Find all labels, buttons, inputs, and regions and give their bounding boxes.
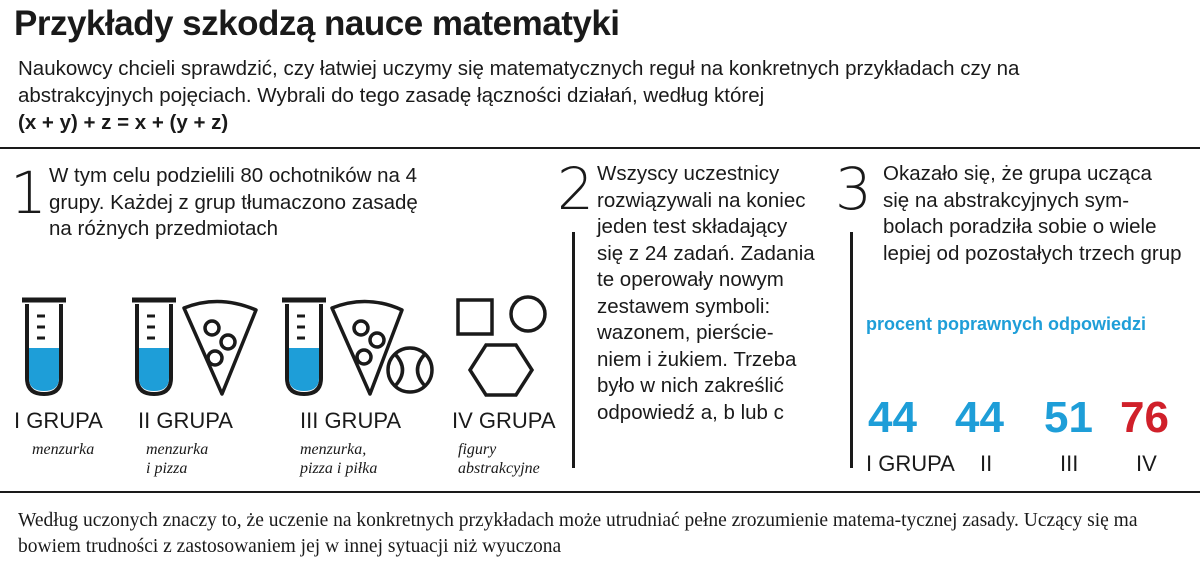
group-1-illustration — [14, 290, 74, 400]
hexagon-icon — [470, 345, 532, 395]
top-divider — [0, 147, 1200, 149]
step-1-number: 1 — [10, 159, 47, 227]
step-3-divider — [850, 232, 853, 468]
results-caption: procent poprawnych odpowiedzi — [866, 314, 1147, 334]
step-2-text: Wszyscy uczestnicy rozwiązywali na koniec jeden test składający się z 24 zadań. Zadania te operowały nowym zestawem symboli: wazonem, pierście-niem i żukiem. Trzeba było w nich zakreślić odpowiedź a, b lub c — [597, 162, 815, 424]
test-tube-icon — [282, 300, 326, 394]
group-3-subtitle: menzurka, pizza i piłka — [300, 441, 378, 477]
step-3-number: 3 — [835, 155, 872, 223]
step-3-text: Okazało się, że grupa ucząca się na abstrakcyjnych sym-bolach poradziła sobie o wiele lepiej od pozostałych trzech grup — [883, 162, 1182, 265]
result-label: I GRUPA — [866, 451, 955, 476]
group-1-label: I GRUPA — [14, 408, 103, 433]
bottom-divider — [0, 491, 1200, 493]
group-2-label: II GRUPA — [138, 408, 233, 433]
circle-icon — [511, 297, 545, 331]
result-value: 44 — [955, 393, 1004, 442]
test-tube-icon — [22, 300, 66, 394]
result-value: 44 — [868, 393, 917, 442]
group-3-label: III GRUPA — [300, 408, 402, 433]
result-value: 76 — [1120, 393, 1169, 442]
group-4-subtitle: figury abstrakcyjne — [458, 441, 540, 477]
formula: (x + y) + z = x + (y + z) — [18, 111, 229, 134]
group-1-subtitle: menzurka — [32, 441, 95, 458]
step-2-number: 2 — [557, 155, 594, 223]
group-2-subtitle: menzurka i pizza — [146, 441, 209, 477]
ball-icon — [388, 348, 432, 392]
intro-paragraph — [18, 55, 1098, 136]
step-2-divider — [572, 232, 575, 468]
result-label: III — [1060, 451, 1079, 476]
test-tube-icon — [132, 300, 176, 394]
pizza-slice-icon — [184, 301, 256, 394]
result-value: 51 — [1044, 393, 1093, 442]
square-icon — [458, 300, 492, 334]
group-3-illustration — [274, 290, 439, 400]
group-4-illustration — [450, 290, 555, 400]
result-label: IV — [1136, 451, 1157, 476]
intro-text: Naukowcy chcieli sprawdzić, czy łatwiej uczymy się matematycznych reguł na konkretnych przykładach czy na abstrakcyjnych pojęciach. Wybrali do tego zasadę łączności działań, według której — [18, 57, 1020, 107]
group-2-illustration — [124, 290, 274, 400]
group-4-label: IV GRUPA — [452, 408, 556, 433]
footer-text: Według uczonych znaczy to, że uczenie na konkretnych przykładach może utrudniać pełne zrozumienie matema-tycznej zasady. Uczący się ma bowiem trudności z zastosowaniem jej w innej sytuacji niż wyuczona — [18, 510, 1138, 557]
page-title: Przykłady szkodzą nauce matematyki — [14, 4, 620, 43]
result-label: II — [980, 451, 993, 476]
step-1-text: W tym celu podzielili 80 ochotników na 4 grupy. Każdej z grup tłumaczono zasadę na różnych przedmiotach — [49, 164, 418, 240]
